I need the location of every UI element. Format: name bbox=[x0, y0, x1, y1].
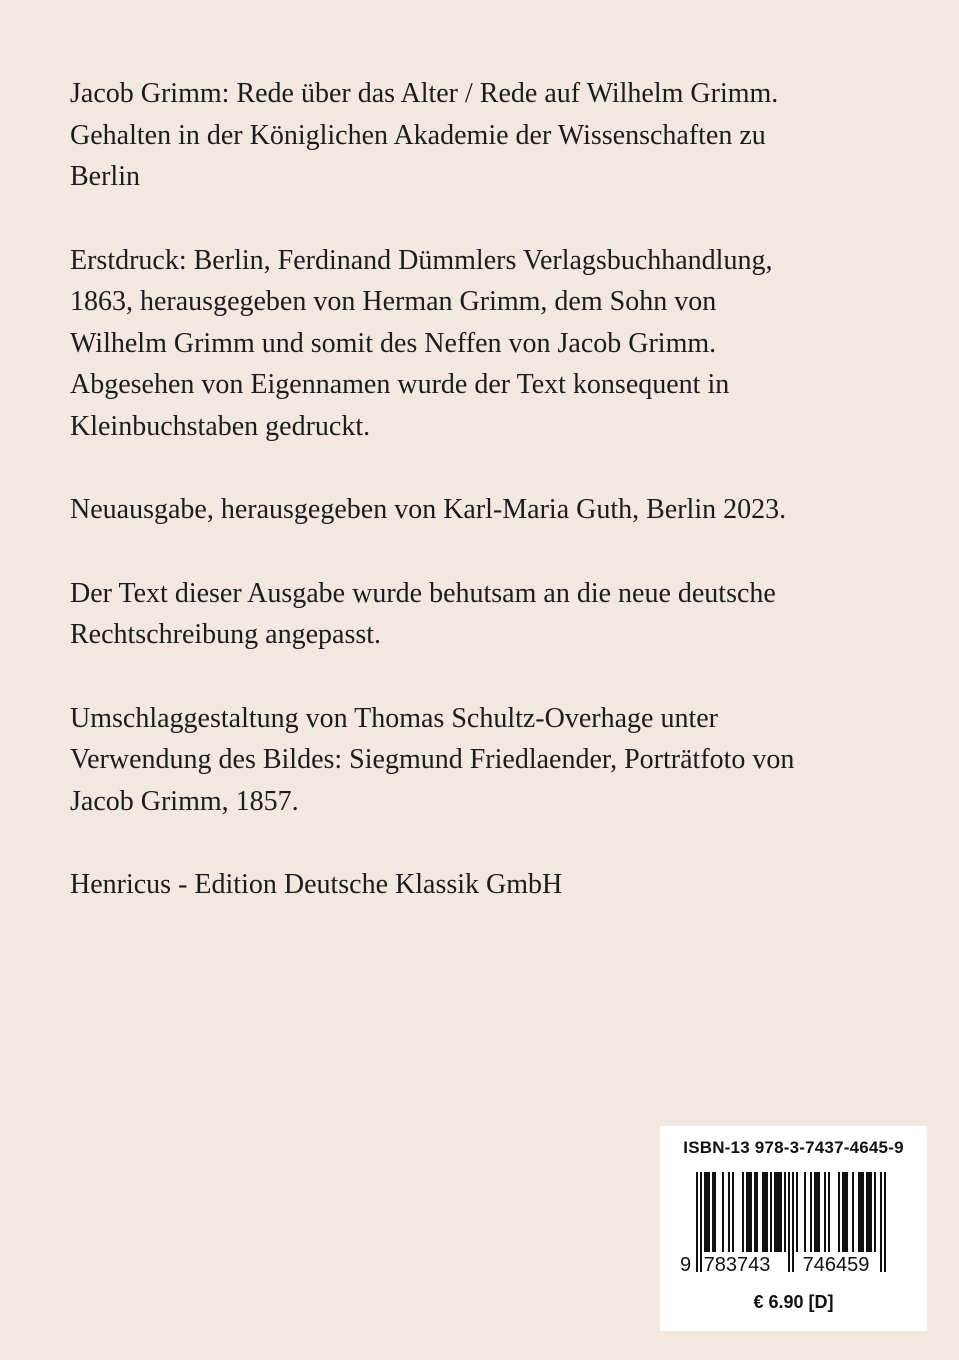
barcode-bar bbox=[858, 1172, 860, 1252]
barcode-guard-bar bbox=[696, 1172, 698, 1272]
text-line: Rechtschreibung angepasst. bbox=[70, 619, 382, 650]
barcode-bar bbox=[824, 1172, 826, 1252]
text-line: Verwendung des Bildes: Siegmund Friedlaender, Porträtfoto von bbox=[70, 744, 795, 775]
text-line: Der Text dieser Ausgabe wurde behutsam an die neue deutsche bbox=[70, 577, 776, 609]
barcode-bar bbox=[816, 1172, 818, 1252]
barcode-bar bbox=[828, 1172, 830, 1252]
barcode-bar bbox=[774, 1172, 776, 1252]
barcode-box bbox=[660, 1126, 927, 1331]
title-paragraph bbox=[70, 73, 890, 198]
barcode-digits-right: 746459 bbox=[802, 1254, 870, 1276]
barcode-bar bbox=[712, 1172, 714, 1252]
barcode-bar bbox=[780, 1172, 782, 1252]
barcode-bar bbox=[732, 1172, 734, 1252]
barcode-digit-first: 9 bbox=[680, 1254, 692, 1276]
barcode-guard-bar bbox=[788, 1172, 790, 1272]
barcode-bar bbox=[764, 1172, 766, 1252]
barcode-bar bbox=[714, 1172, 716, 1252]
barcode-bar bbox=[756, 1172, 758, 1252]
barcode-bar bbox=[706, 1172, 708, 1252]
barcode-bar bbox=[784, 1172, 786, 1252]
ean13-barcode bbox=[678, 1172, 909, 1287]
barcode-bar bbox=[704, 1172, 706, 1252]
barcode-bar bbox=[874, 1172, 876, 1252]
orthography-paragraph bbox=[70, 573, 890, 656]
text-line: Kleinbuchstaben gedruckt. bbox=[70, 410, 371, 442]
text-line: 1863, herausgegeben von Herman Grimm, dem Sohn von bbox=[70, 286, 717, 317]
barcode-guard-bar bbox=[792, 1172, 794, 1272]
barcode-guard-bar bbox=[880, 1172, 882, 1272]
text-line: Neuausgabe, herausgegeben von Karl-Maria Guth, Berlin 2023. bbox=[70, 494, 787, 525]
text-line: Jacob Grimm, 1857. bbox=[70, 785, 299, 817]
text-line: Berlin bbox=[70, 161, 140, 192]
barcode-bar bbox=[708, 1172, 710, 1252]
barcode-bar bbox=[814, 1172, 816, 1252]
new-edition-paragraph bbox=[70, 489, 890, 531]
barcode-bar bbox=[844, 1172, 846, 1252]
publisher-paragraph bbox=[70, 864, 890, 906]
barcode-guard-bar bbox=[884, 1172, 886, 1272]
price-label: € 6.90 [D] bbox=[753, 1292, 834, 1312]
barcode-bar bbox=[776, 1172, 778, 1252]
text-line: Gehalten in der Königlichen Akademie der Wissenschaften zu bbox=[70, 119, 766, 151]
barcode-bar bbox=[728, 1172, 730, 1252]
barcode-bar bbox=[742, 1172, 744, 1252]
barcode-bar bbox=[846, 1172, 848, 1252]
barcode-bar bbox=[748, 1172, 750, 1252]
barcode-bar bbox=[810, 1172, 812, 1252]
barcode-bar bbox=[778, 1172, 780, 1252]
imprint-text bbox=[70, 73, 890, 948]
isbn-label: ISBN-13 978-3-7437-4645-9 bbox=[683, 1138, 904, 1157]
barcode-bar bbox=[754, 1172, 756, 1252]
barcode-bar bbox=[796, 1172, 798, 1252]
cover-design-paragraph bbox=[70, 698, 890, 823]
text-line: Abgesehen von Eigennamen wurde der Text konsequent in bbox=[70, 369, 730, 400]
barcode-bar bbox=[842, 1172, 844, 1252]
text-line: Umschlaggestaltung von Thomas Schultz-Overhage unter bbox=[70, 702, 718, 734]
first-print-paragraph bbox=[70, 240, 890, 448]
barcode-bar bbox=[852, 1172, 854, 1252]
barcode-bar bbox=[804, 1172, 806, 1252]
barcode-bar bbox=[870, 1172, 872, 1252]
text-line: Jacob Grimm: Rede über das Alter / Rede auf Wilhelm Grimm. bbox=[70, 78, 779, 109]
barcode-bar bbox=[862, 1172, 864, 1252]
barcode-bar bbox=[762, 1172, 764, 1252]
text-line: Henricus - Edition Deutsche Klassik GmbH bbox=[70, 869, 563, 900]
text-line: Erstdruck: Berlin, Ferdinand Dümmlers Verlagsbuchhandlung, bbox=[70, 244, 773, 276]
barcode-bar bbox=[750, 1172, 752, 1252]
barcode-bar bbox=[766, 1172, 768, 1252]
barcode-bar bbox=[838, 1172, 840, 1252]
barcode-bar bbox=[868, 1172, 870, 1252]
barcode-bar bbox=[770, 1172, 772, 1252]
barcode-bar bbox=[722, 1172, 724, 1252]
text-line: Wilhelm Grimm und somit des Neffen von Jacob Grimm. bbox=[70, 327, 717, 359]
barcode-bar bbox=[746, 1172, 748, 1252]
barcode-bar bbox=[860, 1172, 862, 1252]
barcode-digits-left: 783743 bbox=[703, 1254, 771, 1276]
barcode-guard-bar bbox=[700, 1172, 702, 1272]
barcode-bar bbox=[818, 1172, 820, 1252]
barcode-bar bbox=[866, 1172, 868, 1252]
